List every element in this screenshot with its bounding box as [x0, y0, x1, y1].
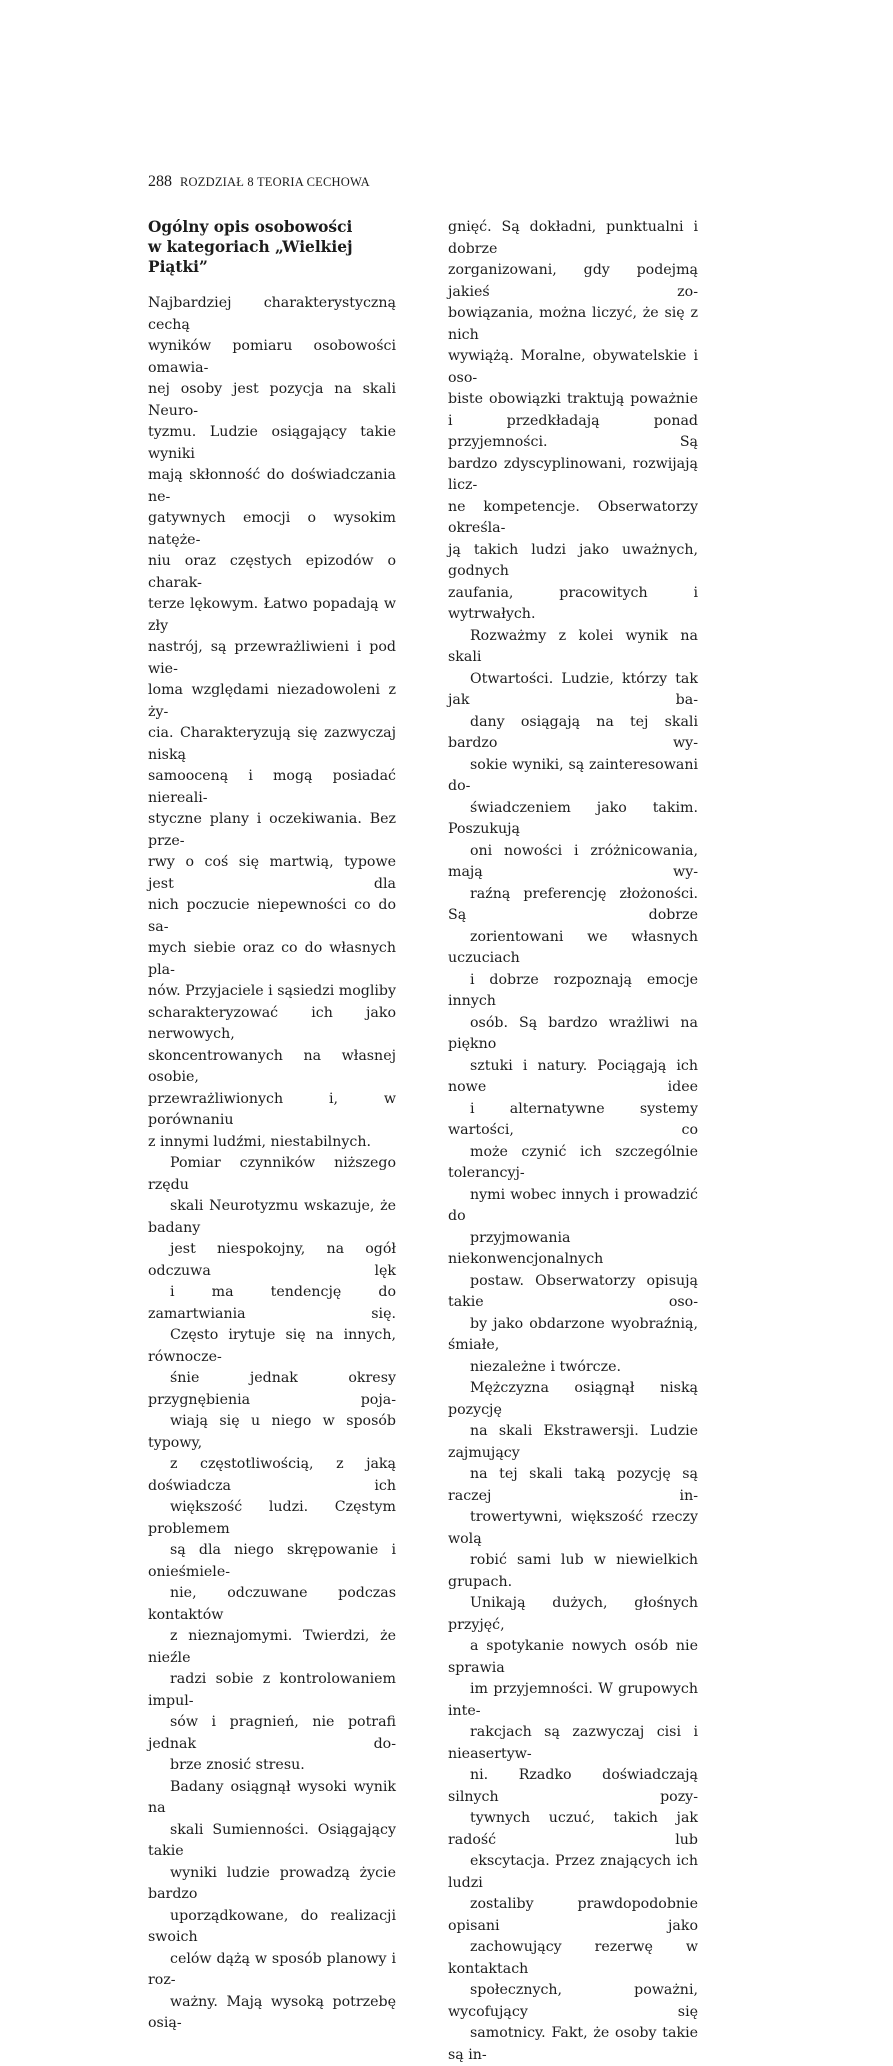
heading-line: w kategoriach „Wielkiej Piątki” — [148, 238, 353, 276]
text-line: nich poczucie niepewności co do sa- — [148, 897, 396, 935]
text-line: Mężczyzna osiągnął niską pozycję — [448, 1380, 698, 1418]
text-line: uporządkowane, do realizacji swoich — [148, 1907, 396, 1945]
text-line: zostaliby prawdopodobnie opisani jako — [448, 1896, 698, 1934]
text-line: nów. Przyjaciele i sąsiedzi mogliby — [148, 983, 397, 999]
text-line: sztuki i natury. Pociągają ich nowe idee — [448, 1057, 698, 1095]
paragraph — [448, 626, 698, 1379]
text-line: zorganizowani, gdy podejmą jakieś zo- — [448, 262, 698, 300]
text-line: ją takich ludzi jako uważnych, godnych — [448, 541, 698, 579]
text-line: ekscytacja. Przez znających ich ludzi — [448, 1853, 698, 1891]
text-line: cia. Charakteryzują się zazwyczaj niską — [148, 725, 396, 763]
text-line: z innymi ludźmi, niestabilnych. — [148, 1133, 371, 1150]
text-line: i alternatywne systemy wartości, co — [448, 1100, 698, 1138]
text-line: i ma tendencję do zamartwiania się. — [148, 1284, 396, 1322]
text-line: większość ludzi. Częstym problemem — [148, 1499, 396, 1537]
text-line: ne kompetencje. Obserwatorzy określa- — [448, 498, 698, 536]
text-line: Najbardziej charakterystyczną cechą — [148, 295, 396, 333]
text-line: na tej skali taką pozycję są raczej in- — [448, 1466, 698, 1504]
text-line: na skali Ekstrawersji. Ludzie zajmujący — [448, 1423, 698, 1461]
text-line: wyników pomiaru osobowości omawia- — [148, 338, 396, 376]
text-line: postaw. Obserwatorzy opisują takie oso- — [448, 1272, 698, 1310]
text-line: wiają się u niego w sposób typowy, — [148, 1413, 396, 1451]
text-line: i dobrze rozpoznają emocje innych — [448, 971, 698, 1009]
text-line: skali Neurotyzmu wskazuje, że badany — [148, 1198, 396, 1236]
text-line: gnięć. Są dokładni, punktualni i dobrze — [448, 219, 698, 257]
text-line: niezależne i twórcze. — [470, 1358, 621, 1375]
text-line: skoncentrowanych na własnej osobie, — [148, 1047, 396, 1085]
text-line: może czynić ich szczególnie tolerancyj- — [448, 1143, 698, 1181]
text-line: raźną preferencję złożoności. Są dobrze — [448, 885, 698, 923]
text-line: Często irytuje się na innych, równocze- — [148, 1327, 396, 1365]
text-line: ni. Rzadko doświadczają silnych pozy- — [448, 1767, 698, 1805]
text-line: świadczeniem jako takim. Poszukują — [448, 799, 698, 837]
text-line: dany osiągają na tej skali bardzo wy- — [448, 713, 698, 751]
page-header — [148, 173, 370, 191]
text-line: z częstotliwością, z jaką doświadcza ich — [148, 1456, 396, 1494]
text-line: przyjmowania niekonwencjonalnych — [448, 1229, 604, 1267]
section-heading — [148, 217, 396, 277]
text-line: zachowujący rezerwę w kontaktach — [448, 1939, 698, 1977]
text-line: gatywnych emocji o wysokim natęże- — [148, 510, 396, 548]
text-line: Unikają dużych, głośnych przyjęć, — [448, 1595, 698, 1633]
text-line: scharakteryzować ich jako nerwowych, — [148, 1004, 396, 1042]
heading-line: Ogólny opis osobowości — [148, 218, 353, 236]
text-line: ważny. Mają wysoką potrzebę osią- — [148, 1993, 396, 2031]
text-line: biste obowiązki traktują poważnie — [448, 391, 698, 407]
text-line: zorientowani we własnych uczuciach — [448, 928, 698, 966]
paragraph — [148, 1153, 396, 1777]
text-line: robić sami lub w niewielkich grupach. — [448, 1552, 698, 1590]
text-line: celów dążą w sposób planowy i roz- — [148, 1950, 396, 1988]
text-line: styczne plany i oczekiwania. Bez prze- — [148, 811, 396, 849]
text-line: skali Sumienności. Osiągający takie — [148, 1821, 396, 1859]
paragraph — [148, 1777, 396, 2035]
text-line: niu oraz częstych epizodów o charak- — [148, 553, 396, 591]
text-line: są dla niego skrępowanie i onieśmiele- — [148, 1542, 396, 1580]
text-line: sów i pragnień, nie potrafi jednak do- — [148, 1714, 396, 1752]
text-line: tyzmu. Ludzie osiągający takie wyniki — [148, 424, 396, 462]
text-line: nastrój, są przewrażliwieni i pod wie- — [148, 639, 396, 677]
text-line: osób. Są bardzo wrażliwi na piękno — [448, 1014, 698, 1052]
text-line: i przedkładają ponad przyjemności. Są — [448, 412, 698, 450]
paragraph — [148, 293, 396, 1153]
text-line: wywiążą. Moralne, obywatelskie i oso- — [448, 348, 698, 386]
text-line: z nieznajomymi. Twierdzi, że nieźle — [148, 1628, 396, 1666]
text-line: nie, odczuwane podczas kontaktów — [148, 1585, 396, 1623]
text-line: Badany osiągnął wysoki wynik na — [148, 1778, 396, 1816]
text-line: rwy o coś się martwią, typowe jest dla — [148, 854, 396, 892]
text-line: sokie wyniki, są zainteresowani do- — [448, 756, 698, 794]
text-line: śnie jednak okresy przygnębienia poja- — [148, 1370, 396, 1408]
text-line: brze znosić stresu. — [170, 1757, 305, 1773]
text-line: rakcjach są zazwyczaj cisi i nieasertyw- — [448, 1724, 698, 1762]
text-line: samotnicy. Fakt, że osoby takie są in- — [448, 2025, 698, 2063]
text-line: mych siebie oraz co do własnych pla- — [148, 940, 396, 978]
text-line: samooceną i mogą posiadać niereali- — [148, 768, 396, 806]
text-line: nej osoby jest pozycja na skali Neuro- — [148, 381, 396, 419]
text-line: Otwartości. Ludzie, którzy tak jak ba- — [448, 670, 698, 708]
text-line: przewrażliwionych i, w porównaniu — [148, 1090, 396, 1128]
text-line: radzi sobie z kontrolowaniem impul- — [148, 1671, 396, 1709]
text-line: nymi wobec innych i prowadzić do — [448, 1186, 698, 1224]
page-number: 288 — [148, 173, 172, 190]
text-line: zaufania, pracowitych i wytrwałych. — [448, 584, 698, 622]
text-line: społecznych, poważni, wycofujący się — [448, 1982, 698, 2020]
text-line: by jako obdarzone wyobraźnią, śmiałe, — [448, 1315, 698, 1353]
left-column — [148, 217, 396, 2035]
paragraph — [448, 1378, 698, 2066]
text-line: im przyjemności. W grupowych inte- — [448, 1681, 698, 1719]
text-line: bardzo zdyscyplinowani, rozwijają licz- — [448, 455, 698, 493]
text-line: trowertywni, większość rzeczy wolą — [448, 1509, 698, 1547]
running-head: ROZDZIAŁ 8 TEORIA CECHOWA — [180, 175, 370, 189]
text-line: terze lękowym. Łatwo popadają w zły — [148, 596, 396, 634]
text-line: bowiązania, można liczyć, że się z nich — [448, 305, 698, 343]
text-line: Rozważmy z kolei wynik na skali — [448, 627, 698, 665]
text-line: oni nowości i zróżnicowania, mają wy- — [448, 842, 698, 880]
text-line: mają skłonność do doświadczania ne- — [148, 467, 396, 505]
right-column — [448, 217, 698, 2066]
paragraph — [448, 217, 698, 626]
text-line: tywnych uczuć, takich jak radość lub — [448, 1810, 698, 1848]
text-line: loma względami niezadowoleni z ży- — [148, 682, 396, 720]
text-line: wyniki ludzie prowadzą życie bardzo — [148, 1864, 396, 1902]
text-line: jest niespokojny, na ogół odczuwa lęk — [148, 1241, 396, 1279]
text-line: a spotykanie nowych osób nie sprawia — [448, 1638, 698, 1676]
text-line: Pomiar czynników niższego rzędu — [148, 1155, 396, 1193]
